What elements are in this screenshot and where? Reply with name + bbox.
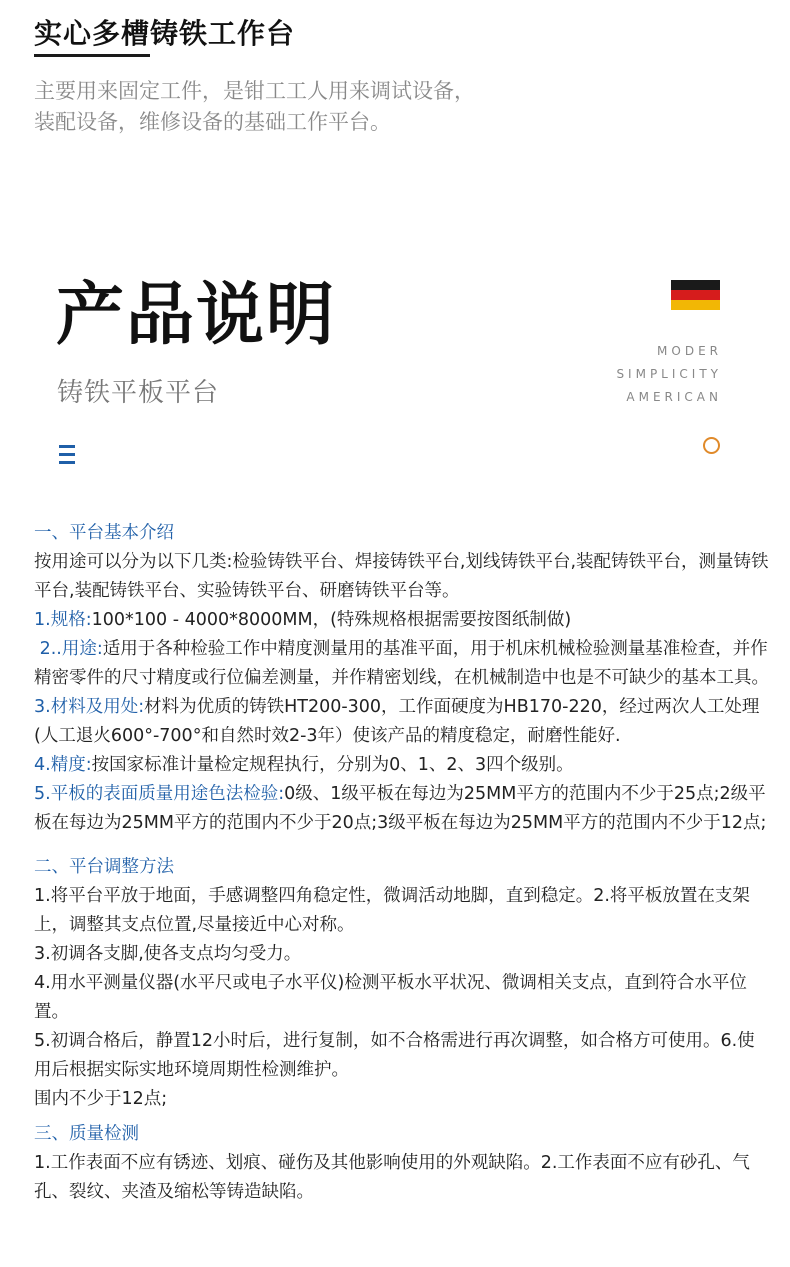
paragraph-adjust-5: 围内不少于12点; [34, 1089, 168, 1109]
flag-stripe-red [671, 290, 720, 300]
paragraph-material [34, 693, 769, 751]
flag-stripe-black [671, 280, 720, 290]
paragraph-categories: 按用途可以分为以下几类:检验铸铁平台、焊接铸铁平台,划线铸铁平台,装配铸铁平台，测量铸铁平台,装配铸铁平台、实验铸铁平台、研磨铸铁平台等。 [34, 552, 769, 601]
precision-text: 按国家标准计量检定规程执行，分别为0、1、2、3四个级别。 [91, 755, 574, 775]
paragraph-spec [34, 606, 769, 635]
title-underline [34, 54, 150, 57]
precision-label: 4.精度: [34, 755, 92, 775]
paragraph-precision [34, 751, 769, 780]
product-subheading: 铸铁平板平台 [57, 378, 220, 408]
use-text: 适用于各种检验工作中精度测量用的基准平面，用于机床机械检验测量基准检查，并作精密零件的尺寸精度或行位偏差测量，并作精密划线，在机械制造中也是不可缺少的基本工具。 [34, 639, 769, 688]
intro-line: 主要用来固定工件，是钳工工人用来调试设备， [34, 79, 475, 103]
paragraph-use [34, 635, 769, 693]
tagline-line: SIMPLICITY [616, 367, 722, 381]
section-title-adjustment: 二、平台调整方法 [34, 857, 174, 877]
intro-text [34, 76, 594, 138]
spec-label: 1.规格: [34, 610, 92, 630]
surface-label: 5.平板的表面质量用途色法检验: [34, 784, 285, 804]
paragraph-adjust-1: 1.将平台平放于地面，手感调整四角稳定性，微调活动地脚，直到稳定。2.将平板放置在支架上，调整其支点位置,尽量接近中心对称。 [34, 886, 750, 935]
use-label: 2..用途: [39, 639, 103, 659]
paragraph-surface [34, 780, 769, 838]
germany-flag-icon [671, 280, 720, 310]
surface-text: 0级、1级平板在每边为25MM平方的范围内不少于25点;2级平板在每边为25MM平方的范围内不少于20点;3级平板在每边为25MM平方的范围内不少于12点; [34, 784, 767, 833]
tagline-line: MODER [657, 344, 722, 358]
paragraph-adjust-2: 3.初调各支脚,使各支点均匀受力。 [34, 944, 302, 964]
material-text: 材料为优质的铸铁HT200-300，工作面硬度为HB170-220，经过两次人工处理(人工退火600°-700°和自然时效2-3年）使该产品的精度稳定，耐磨性能好. [34, 697, 760, 746]
flag-stripe-gold [671, 300, 720, 310]
section-title-quality: 三、质量检测 [34, 1124, 139, 1144]
tagline-line: AMERICAN [626, 390, 722, 404]
paragraph-adjust-3: 4.用水平测量仪器(水平尺或电子水平仪)检测平板水平状况、微调相关支点，直到符合水平位置。 [34, 973, 747, 1022]
material-label: 3.材料及用处: [34, 697, 145, 717]
section-spacer [34, 838, 769, 853]
tagline [616, 340, 722, 409]
circle-icon [703, 437, 720, 454]
paragraph-quality-1: 1.工作表面不应有锈迹、划痕、碰伤及其他影响使用的外观缺陷。2.工作表面不应有砂孔、气孔、裂纹、夹渣及缩松等铸造缺陷。 [34, 1153, 750, 1202]
menu-lines-icon [59, 445, 75, 467]
spec-text: 100*100 - 4000*8000MM，(特殊规格根据需要按图纸制做) [91, 610, 572, 630]
product-description-heading: 产品说明 [56, 276, 337, 355]
paragraph-adjust-4: 5.初调合格后，静置12小时后，进行复制，如不合格需进行再次调整，如合格方可使用。6.使用后根据实际实地环境周期性检测维护。 [34, 1031, 755, 1080]
intro-line: 装配设备，维修设备的基础工作平台。 [34, 110, 391, 134]
section-title-intro: 一、平台基本介绍 [34, 523, 174, 543]
content-body [34, 519, 769, 1207]
page-title: 实心多槽铸铁工作台 [34, 17, 296, 50]
